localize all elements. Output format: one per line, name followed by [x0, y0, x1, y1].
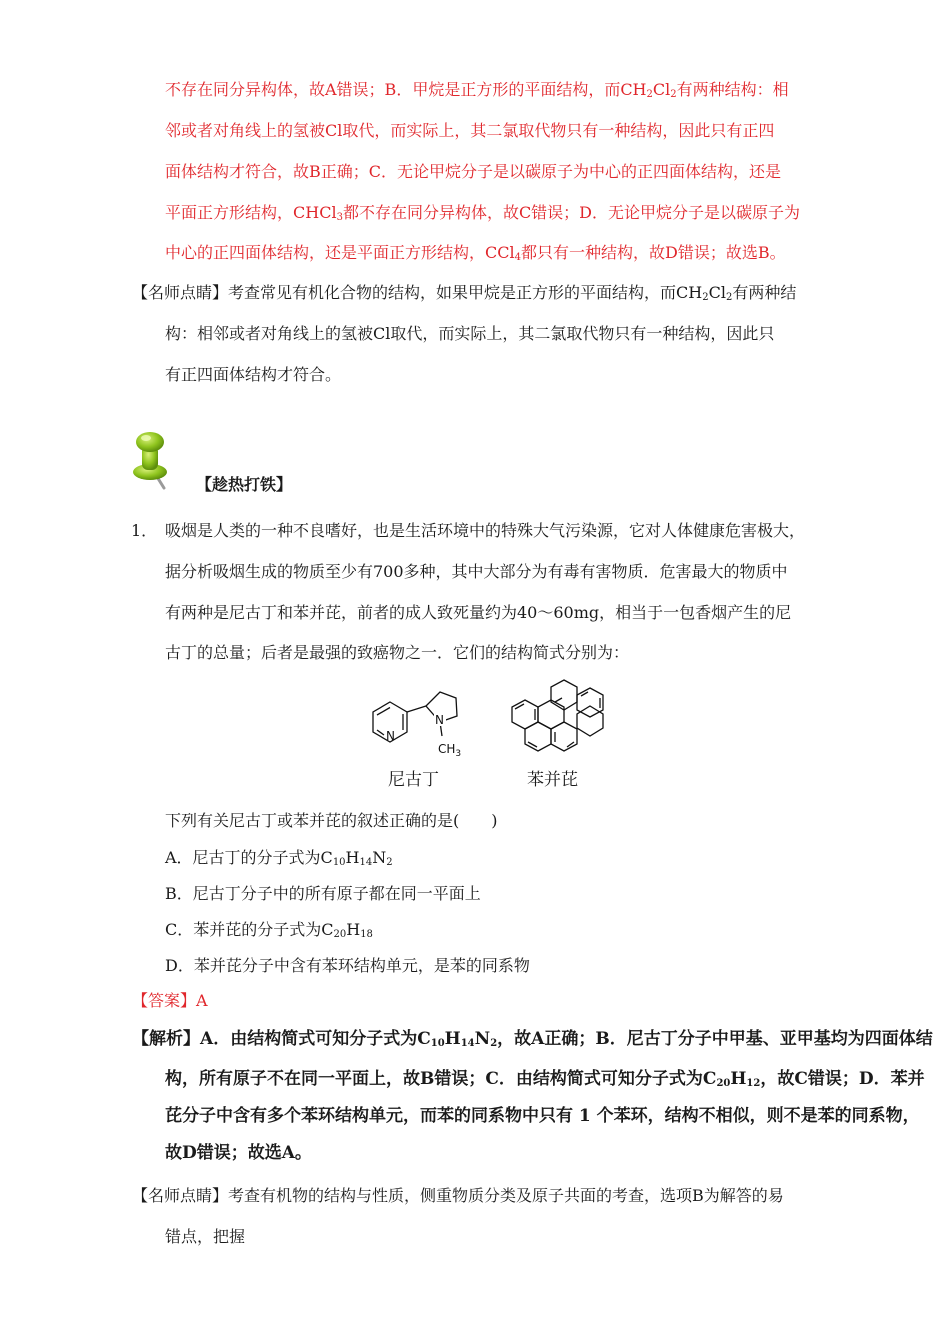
answer-label: 【答案】 [132, 991, 197, 1010]
option-c: C．苯并芘的分子式为$C_{20}H_{18}$ [165, 920, 373, 940]
explanation-line: 邻或者对角线上的氢被Cl取代，而实际上，其二氯取代物只有一种结构，因此只有正四 [165, 121, 775, 140]
nicotine-n-ring: N [386, 729, 395, 743]
option-d: D．苯并芘分子中含有苯环结构单元，是苯的同系物 [165, 956, 530, 975]
question-line: 据分析吸烟生成的物质至少有700多种，其中大部分为有毒有害物质．危害最大的物质中 [165, 562, 788, 581]
answer [132, 988, 208, 1011]
section-title: 【趁热打铁】 [196, 475, 293, 494]
structure-figure [360, 670, 630, 762]
option-b: B．尼古丁分子中的所有原子都在同一平面上 [165, 884, 481, 903]
analysis-line: 构，所有原子不在同一平面上，故B错误；C．由结构简式可知分子式为$C_{20}H_{12}$，故C错误；D．苯并 [165, 1069, 925, 1089]
benzopyrene-label: 苯并芘 [527, 770, 578, 790]
teacher-note-line: 构：相邻或者对角线上的氢被Cl取代，而实际上，其二氯取代物只有一种结构，因此只 [165, 324, 775, 343]
question-line: 有两种是尼古丁和苯并芘，前者的成人致死量约为40～60mg，相当于一包香烟产生的尼 [165, 603, 792, 622]
structures-svg [360, 670, 630, 762]
teacher-note-line: 有正四面体结构才符合。 [165, 365, 342, 384]
explanation-line: 面体结构才符合，故B正确；C．无论甲烷分子是以碳原子为中心的正四面体结构，还是 [165, 162, 782, 181]
teacher-note-label: 【名师点睛】 [132, 283, 229, 302]
nicotine-label: 尼古丁 [388, 770, 439, 790]
option-a: A．尼古丁的分子式为$C_{10}H_{14}N_2$ [165, 848, 393, 868]
pushpin-icon [128, 428, 186, 492]
question-stem: 下列有关尼古丁或苯并芘的叙述正确的是( ) [165, 811, 498, 830]
question-line: 吸烟是人类的一种不良嗜好，也是生活环境中的特殊大气污染源，它对人体健康危害极大， [165, 521, 806, 540]
analysis-line: 故D错误；故选A。 [165, 1143, 312, 1163]
analysis-label: 【解析】 [132, 1029, 200, 1049]
analysis-line: 芘分子中含有多个苯环结构单元，而苯的同系物中只有 1 个苯环，结构不相似，则不是苯的同系物， [165, 1106, 920, 1126]
explanation-line: 中心的正四面体结构，还是平面正方形结构，CCl$_4$都只有一种结构，故D错误；故选B。 [165, 243, 786, 263]
nicotine-methyl: $CH_3$ [438, 742, 462, 759]
answer-value: A [196, 991, 208, 1010]
explanation-line: 不存在同分异构体，故A错误；B．甲烷是正方形的平面结构，而$CH_2Cl_2$有两种结构：相 [165, 80, 789, 100]
benzopyrene-structure [512, 680, 603, 751]
teacher-note-line: 错点，把握 [165, 1227, 246, 1246]
explanation-line: 平面正方形结构，CHCl$_3$都不存在同分异构体，故C错误；D．无论甲烷分子是以碳原子为 [165, 203, 801, 223]
nicotine-n-pyrrolidine: N [435, 713, 444, 727]
teacher-note-label: 【名师点睛】 [132, 1186, 229, 1205]
question-number: 1． [131, 521, 158, 540]
question-line: 古丁的总量；后者是最强的致癌物之一．它们的结构简式分别为： [165, 643, 630, 662]
